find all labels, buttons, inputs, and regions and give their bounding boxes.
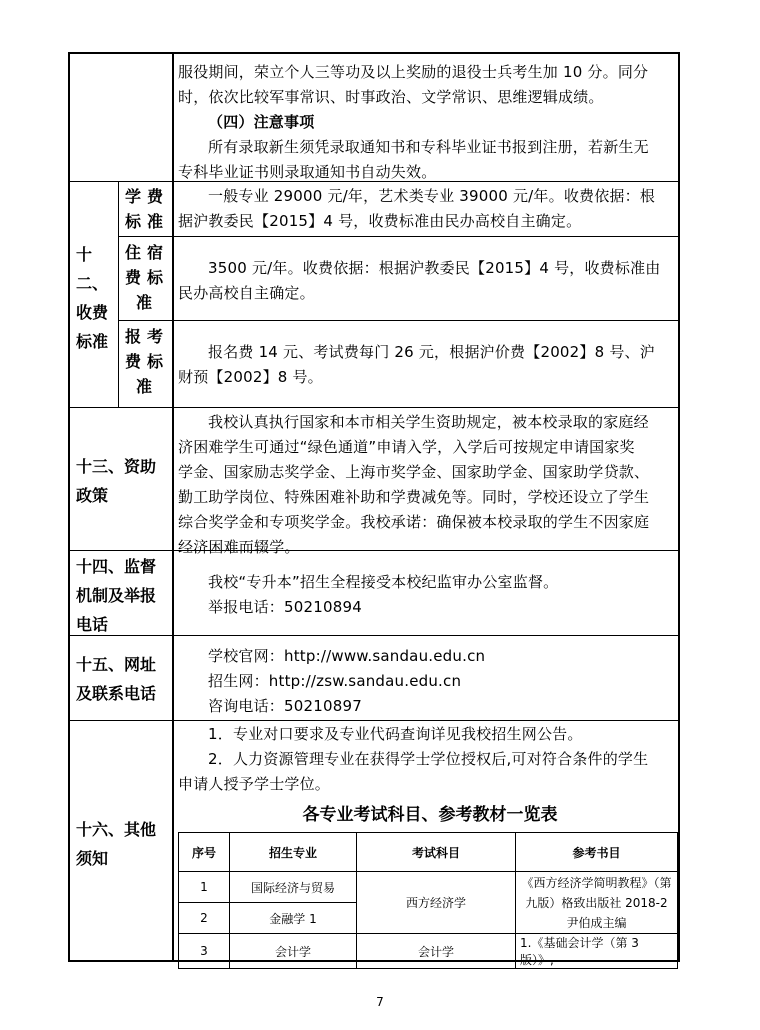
exam-fee-text xyxy=(178,340,674,390)
tuition-label-line: 学费 xyxy=(124,187,169,206)
section13-line: 综合奖学金和专项奖学金。我校承诺：确保被本校录取的学生不因家庭 xyxy=(178,513,650,531)
section16-text xyxy=(178,722,674,797)
continuation-text xyxy=(178,60,674,185)
notice-item1: 1．专业对口要求及专业代码查询详见我校招生网公告。 xyxy=(208,725,583,743)
section13-label-line: 十三、资助 xyxy=(76,457,157,476)
section13-line: 学金、国家励志奖学金、上海市奖学金、国家助学金、国家助学贷款、 xyxy=(178,463,650,481)
section13-label-line: 政策 xyxy=(76,486,109,505)
row-divider-4 xyxy=(68,635,680,636)
section13-line: 我校认真执行国家和本市相关学生资助规定，被本校录取的家庭经 xyxy=(208,413,649,431)
dorm-label-line: 住宿 xyxy=(124,243,169,262)
exam-fee-label-line: 准 xyxy=(135,377,158,396)
row-book: 1.《基础会计学（第 3 版）》, xyxy=(516,934,678,969)
section14-text xyxy=(178,570,674,620)
section14-label xyxy=(76,552,156,639)
column-divider-main xyxy=(172,52,174,962)
merged-subject: 西方经济学 xyxy=(357,872,516,934)
exam-table-title: 各专业考试科目、参考教材一览表 xyxy=(302,805,558,825)
notice-heading: （四）注意事项 xyxy=(208,113,315,131)
section13-text xyxy=(178,410,674,560)
book-line: 《西方经济学简明教程》（第 xyxy=(521,875,672,890)
school-website[interactable]: 学校官网：http://www.sandau.edu.cn xyxy=(208,647,486,665)
dorm-label-line: 准 xyxy=(135,293,158,312)
section15-label-line: 十五、网址 xyxy=(76,655,157,674)
row-subject: 会计学 xyxy=(357,934,516,969)
exam-subjects-table xyxy=(178,832,678,969)
header-no: 序号 xyxy=(179,833,230,872)
table-row xyxy=(179,872,678,903)
dorm-line2: 民办高校自主确定。 xyxy=(178,284,315,302)
exam-fee-line2: 财预【2002】8 号。 xyxy=(178,368,323,386)
row-no: 1 xyxy=(179,872,230,903)
row-no: 3 xyxy=(179,934,230,969)
book-line: 尹伯成主编 xyxy=(566,915,627,930)
continuation-line2: 时，依次比较军事常识、时事政治、文学常识、思维逻辑成绩。 xyxy=(178,88,604,106)
consult-phone: 咨询电话：50210897 xyxy=(208,697,362,715)
section13-line: 经济困难而辍学。 xyxy=(178,538,300,556)
row-divider-5 xyxy=(68,720,680,721)
tuition-line1: 一般专业 29000 元/年，艺术类专业 39000 元/年。收费依据：根 xyxy=(208,187,656,205)
report-phone: 举报电话：50210894 xyxy=(208,598,362,616)
continuation-line1: 服役期间，荣立个人三等功及以上奖励的退役士兵考生加 10 分。同分 xyxy=(178,63,649,81)
table-row xyxy=(179,934,678,969)
row-major: 会计学 xyxy=(230,934,357,969)
tuition-line2: 据沪教委民【2015】4 号，收费标准由民办高校自主确定。 xyxy=(178,212,582,230)
row-divider-2 xyxy=(68,407,680,408)
section13-label xyxy=(76,452,156,510)
row-major: 国际经济与贸易 xyxy=(230,872,357,903)
dorm-label xyxy=(122,240,172,315)
page-number: 7 xyxy=(376,995,384,1009)
notice-item2-line1: 2．人力资源管理专业在获得学士学位授权后,可对符合条件的学生 xyxy=(208,750,649,768)
section14-label-line: 电话 xyxy=(76,615,109,634)
tuition-text xyxy=(178,184,674,234)
section16-label xyxy=(76,815,156,873)
section12-label xyxy=(76,240,108,356)
exam-fee-label-line: 费标 xyxy=(124,352,169,371)
notice-line1: 所有录取新生须凭录取通知书和专科毕业证书报到注册，若新生无 xyxy=(208,138,649,156)
section14-line1: 我校“专升本”招生全程接受本校纪监审办公室监督。 xyxy=(208,573,559,591)
row-divider-dorm xyxy=(118,320,680,321)
tuition-label xyxy=(122,184,172,234)
section15-text xyxy=(178,644,674,719)
section14-label-line: 十四、监督 xyxy=(76,557,157,576)
section14-label-line: 机制及举报 xyxy=(76,586,157,605)
row-no: 2 xyxy=(179,903,230,934)
section12-label-line: 二、 xyxy=(76,274,109,293)
section13-line: 勤工助学岗位、特殊困难补助和学费减免等。同时，学校还设立了学生 xyxy=(178,488,650,506)
section15-label-line: 及联系电话 xyxy=(76,684,157,703)
header-book: 参考书目 xyxy=(516,833,678,872)
section15-label xyxy=(76,650,156,708)
notice-item2-line2: 申请人授予学士学位。 xyxy=(178,775,331,793)
section16-label-line: 须知 xyxy=(76,849,109,868)
table-header-row xyxy=(179,833,678,872)
header-subject: 考试科目 xyxy=(357,833,516,872)
dorm-text xyxy=(178,256,674,306)
admission-website[interactable]: 招生网：http://zsw.sandau.edu.cn xyxy=(208,672,462,690)
section12-label-line: 十 xyxy=(76,245,93,264)
header-major: 招生专业 xyxy=(230,833,357,872)
section16-label-line: 十六、其他 xyxy=(76,820,157,839)
dorm-label-line: 费标 xyxy=(124,268,169,287)
exam-fee-label-line: 报考 xyxy=(124,327,169,346)
dorm-line1: 3500 元/年。收费依据：根据沪教委民【2015】4 号，收费标准由 xyxy=(208,259,661,277)
row-major: 金融学 1 xyxy=(230,903,357,934)
row-divider-tuition xyxy=(118,236,680,237)
notice-line2: 专科毕业证书则录取通知书自动失效。 xyxy=(178,163,437,181)
tuition-label-line: 标准 xyxy=(124,212,169,231)
column-divider-sub xyxy=(118,181,119,407)
merged-book xyxy=(516,872,678,934)
exam-fee-line1: 报名费 14 元、考试费每门 26 元，根据沪价费【2002】8 号、沪 xyxy=(208,343,655,361)
exam-fee-label xyxy=(122,324,172,399)
section12-label-line: 标准 xyxy=(76,332,109,351)
section13-line: 济困难学生可通过“绿色通道”申请入学，入学后可按规定申请国家奖 xyxy=(178,438,635,456)
book-line: 九版）格致出版社 2018-2 xyxy=(525,895,668,910)
section12-label-line: 收费 xyxy=(76,303,109,322)
